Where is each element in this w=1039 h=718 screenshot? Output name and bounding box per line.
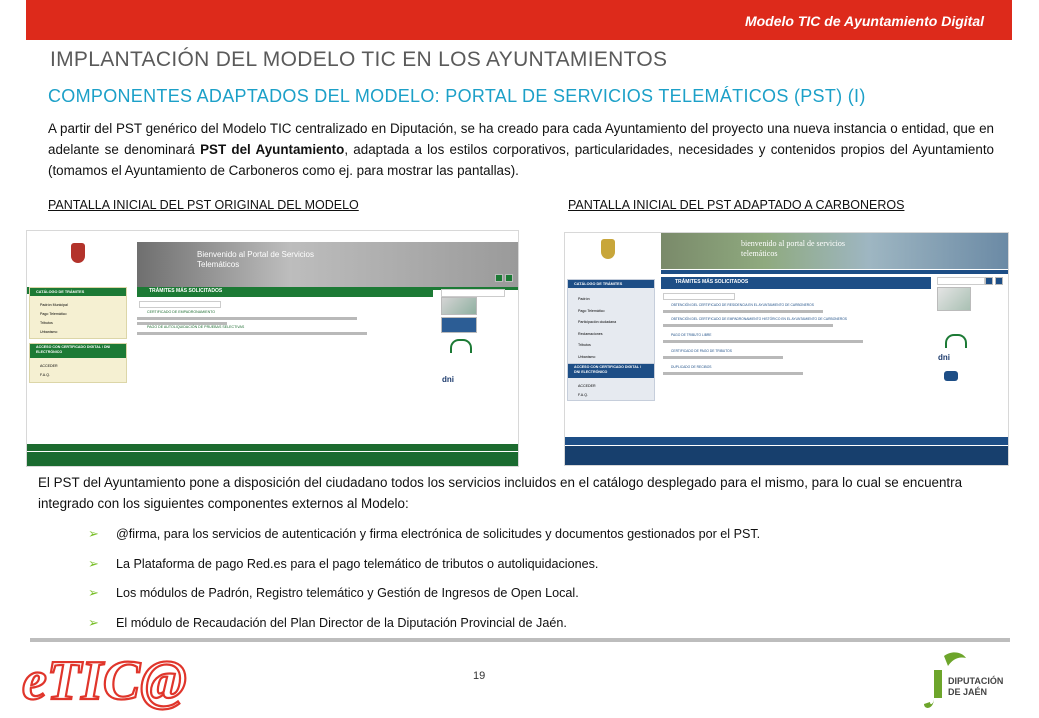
banner-icon[interactable] (937, 287, 971, 311)
svg-text:DE JAÉN: DE JAÉN (948, 687, 988, 697)
side-item[interactable]: Pago Telemático (40, 312, 67, 316)
svg-text:DIPUTACIÓN: DIPUTACIÓN (948, 676, 1004, 686)
side-item[interactable]: Padrón (578, 297, 590, 301)
intro-bold: PST del Ayuntamiento (200, 142, 345, 157)
junta-icon[interactable] (937, 329, 971, 351)
dni-icon[interactable]: dni (937, 351, 967, 367)
text-line (663, 340, 863, 343)
arrow-bullet-icon: ➢ (88, 555, 99, 571)
svg-text:eTIC@: eTIC@ (22, 650, 187, 712)
side-item[interactable]: ACCEDER (40, 364, 58, 368)
banner (661, 233, 1008, 269)
side-item[interactable]: Tributos (578, 343, 591, 347)
component-list (88, 523, 760, 641)
banner-text: Bienvenido al Portal de Servicios Telemáticos (197, 250, 314, 269)
section-title: TRÁMITES MÁS SOLICITADOS (675, 279, 749, 285)
side-item[interactable]: Tributos (40, 321, 53, 325)
banner-text: bienvenido al portal de servicios telemáticos (741, 239, 845, 258)
intro-text-2: , adaptada a los estilos corporativos, particularidades, necesidades y contenidos propios del Ayuntamiento (tomamos el Ayuntamiento de Carboneros como ej. para mostrar las pantallas). (48, 142, 994, 178)
map-icon[interactable] (505, 274, 513, 282)
tramite-item[interactable]: OBTENCIÓN DEL CERTIFICADO DE RESIDENCIA EN EL AYUNTAMIENTO DE CARBONEROS (671, 303, 814, 307)
section-header (137, 287, 433, 297)
side-list (578, 294, 616, 363)
list-item (88, 612, 760, 642)
arrow-bullet-icon: ➢ (88, 585, 99, 600)
list-item-text: @firma, para los servicios de autenticación y firma electrónica de solicitudes y documentos gestionados por el PST. (116, 527, 761, 541)
crest-icon (71, 243, 85, 263)
tramite-item[interactable]: CERTIFICADO DE EMPADRONAMIENTO (147, 310, 216, 314)
etica-logo (20, 645, 200, 715)
side-item[interactable]: ACCEDER (578, 384, 596, 388)
side-heading-2: ACCESO CON CERTIFICADO DIGITAL / DNI ELECTRÓNICO (30, 344, 126, 358)
list-item-text: Los módulos de Padrón, Registro telemático y Gestión de Ingresos de Open Local. (116, 586, 579, 600)
footer-divider (30, 638, 1010, 642)
banner-strip (661, 270, 1008, 274)
dni-icon[interactable]: dni (441, 373, 471, 389)
side-list (40, 301, 68, 337)
text-line (663, 356, 783, 359)
list-item (88, 582, 760, 612)
list-item (88, 553, 760, 583)
side-list-2 (578, 382, 596, 400)
section-title: TRÁMITES MÁS SOLICITADOS (149, 288, 223, 294)
side-item[interactable]: Reclamaciones (578, 331, 603, 336)
side-access (567, 363, 655, 401)
side-heading: CATÁLOGO DE TRÁMITES (30, 288, 126, 296)
side-search[interactable] (937, 277, 985, 285)
side-search[interactable] (441, 289, 505, 297)
side-item[interactable]: Pago Telemático (578, 308, 605, 313)
side-access (29, 343, 127, 383)
banner (137, 242, 519, 287)
list-item-text: El módulo de Recaudación del Plan Director de la Diputación Provincial de Jaén. (116, 615, 567, 630)
side-catalog (567, 279, 655, 367)
text-line (137, 332, 367, 335)
list-item (88, 523, 760, 553)
search-box[interactable] (663, 293, 735, 300)
tramite-item[interactable]: CERTIFICADO DE PAGO DE TRIBUTOS (671, 349, 732, 353)
home-icon[interactable] (985, 277, 993, 285)
tramite-item[interactable]: DUPLICADO DE RECIBOS (671, 365, 712, 369)
side-heading-2: ACCESO CON CERTIFICADO DIGITAL / DNI ELECTRÓNICO (568, 364, 654, 378)
tramite-item[interactable]: PAGO DE TRIBUTO LIBRE (671, 333, 712, 337)
tramite-item[interactable]: PAGO DE AUTOLIQUIDACIÓN DE PRUEBAS SELECTIVAS (147, 325, 245, 329)
page-title: IMPLANTACIÓN DEL MODELO TIC EN LOS AYUNTAMIENTOS (50, 48, 668, 71)
text-line (663, 324, 833, 327)
search-box[interactable] (139, 301, 221, 308)
footer-strip (565, 437, 1008, 445)
side-item[interactable]: Padrón Municipal (40, 303, 68, 307)
side-item[interactable]: Participación ciudadana (578, 320, 617, 324)
tramite-item[interactable]: OBTENCIÓN DEL CERTIFICADO DE EMPADRONAMIENTO HISTÓRICO EN EL AYUNTAMIENTO DE CARBONEROS (671, 317, 847, 321)
section-header (661, 277, 931, 289)
side-catalog (29, 287, 127, 339)
crest-icon (601, 239, 615, 259)
footer-bar (565, 446, 1008, 465)
caption-left: PANTALLA INICIAL DEL PST ORIGINAL DEL MODELO (48, 198, 359, 212)
banner-icon[interactable] (441, 297, 477, 315)
footer-bar (27, 452, 518, 466)
diputacion-jaen-logo (922, 648, 1012, 714)
intro-paragraph (48, 118, 994, 181)
side-item[interactable]: Urbanismo (40, 330, 58, 334)
page-subtitle: COMPONENTES ADAPTADOS DEL MODELO: PORTAL DE SERVICIOS TELEMÁTICOS (PST) (I) (48, 86, 866, 106)
text-line (137, 317, 357, 320)
header-brand: Modelo TIC de Ayuntamiento Digital (744, 13, 984, 29)
screenshot-original (26, 230, 519, 467)
side-item[interactable]: F.A.Q. (40, 373, 50, 377)
side-item[interactable]: F.A.Q. (578, 393, 588, 397)
arrow-bullet-icon: ➢ (88, 526, 99, 541)
page-number: 19 (473, 670, 486, 682)
junta-icon[interactable] (441, 335, 477, 357)
home-icon[interactable] (495, 274, 503, 282)
arrow-bullet-icon: ➢ (88, 614, 99, 630)
map-icon[interactable] (995, 277, 1003, 285)
banner-icon[interactable] (441, 317, 477, 333)
intro-text-1: A partir del PST genérico del Modelo TIC centralizado en Diputación, se ha creado para cada Ayuntamiento del proyecto una nueva instancia o entidad, que en adelante se denominará (48, 121, 994, 157)
side-heading: CATÁLOGO DE TRÁMITES (568, 280, 654, 288)
side-list-2 (40, 362, 58, 380)
screenshot-carboneros (564, 232, 1009, 466)
header-bar (26, 0, 1012, 40)
sign-icon[interactable] (937, 369, 969, 385)
list-item-text: La Plataforma de pago Red.es para el pago telemático de tributos o autoliquidaciones. (116, 556, 599, 571)
text-line (663, 372, 803, 375)
footer-strip (27, 444, 518, 451)
side-item[interactable]: Urbanismo (578, 354, 596, 359)
caption-right: PANTALLA INICIAL DEL PST ADAPTADO A CARBONEROS (568, 198, 905, 212)
body-paragraph: El PST del Ayuntamiento pone a disposición del ciudadano todos los servicios incluidos en el catálogo desplegado para el mismo, para lo cual se encuentra integrado con los siguientes componentes externos al Modelo: (38, 475, 963, 511)
text-line (663, 310, 823, 313)
